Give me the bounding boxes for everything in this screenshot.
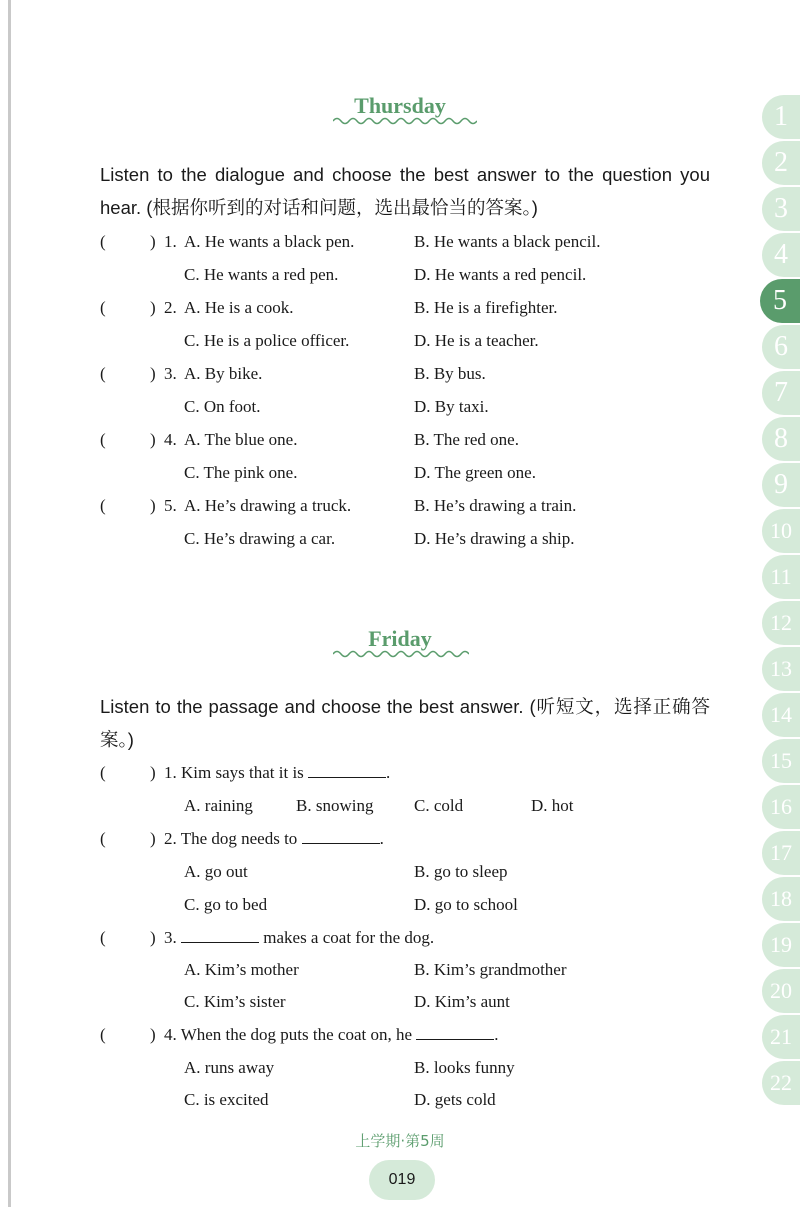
answer-paren-left[interactable]: ( xyxy=(100,1025,106,1044)
option-b[interactable]: B. Kim’s grandmother xyxy=(414,960,567,979)
answer-paren-left[interactable]: ( xyxy=(100,928,106,947)
option-a[interactable]: A. He wants a black pen. xyxy=(184,232,355,251)
option-b[interactable]: B. He is a firefighter. xyxy=(414,298,558,317)
week-tab-19[interactable]: 19 xyxy=(762,923,800,967)
thursday-question-3 xyxy=(0,360,700,388)
option-d[interactable]: D. Kim’s aunt xyxy=(414,992,510,1011)
friday-question-3 xyxy=(0,924,700,952)
option-d[interactable]: D. He wants a red pencil. xyxy=(414,265,587,284)
week-tab-9[interactable]: 9 xyxy=(762,463,800,507)
answer-paren-right: ) xyxy=(150,829,156,848)
answer-paren-right: ) xyxy=(150,364,156,383)
question-number: 4. xyxy=(164,430,177,449)
question-number: 5. xyxy=(164,496,177,515)
option-b[interactable]: B. The red one. xyxy=(414,430,519,449)
footer-term-week: 上学期·第5周 xyxy=(355,1132,445,1150)
friday-q2-options-ab xyxy=(0,858,700,886)
thursday-question-5-options-cd xyxy=(0,525,700,553)
week-tab-16[interactable]: 16 xyxy=(762,785,800,829)
option-b[interactable]: B. By bus. xyxy=(414,364,486,383)
week-tab-14[interactable]: 14 xyxy=(762,693,800,737)
thursday-question-2 xyxy=(0,294,700,322)
thursday-question-4-options-cd xyxy=(0,459,700,487)
question-stem: 3. makes a coat for the dog. xyxy=(164,928,435,947)
question-number: 3. xyxy=(164,364,177,383)
week-tab-8[interactable]: 8 xyxy=(762,417,800,461)
option-a[interactable]: A. By bike. xyxy=(184,364,263,383)
option-c[interactable]: C. cold xyxy=(414,796,464,815)
week-tab-17[interactable]: 17 xyxy=(762,831,800,875)
friday-q1-options xyxy=(0,792,700,820)
week-tab-1[interactable]: 1 xyxy=(762,95,800,139)
fill-blank[interactable] xyxy=(302,827,380,844)
answer-paren-right: ) xyxy=(150,763,156,782)
question-number: 1. xyxy=(164,232,177,251)
question-stem: 1. Kim says that it is . xyxy=(164,763,391,782)
option-d[interactable]: D. gets cold xyxy=(414,1090,496,1109)
fill-blank[interactable] xyxy=(416,1023,494,1040)
week-tab-12[interactable]: 12 xyxy=(762,601,800,645)
option-b[interactable]: B. He wants a black pencil. xyxy=(414,232,601,251)
answer-paren-left[interactable]: ( xyxy=(100,763,106,782)
answer-paren-left[interactable]: ( xyxy=(100,496,106,515)
friday-q3-options-cd xyxy=(0,988,700,1016)
option-a[interactable]: A. raining xyxy=(184,796,253,815)
option-d[interactable]: D. go to school xyxy=(414,895,518,914)
option-c[interactable]: C. He’s drawing a car. xyxy=(184,529,336,548)
option-d[interactable]: D. He is a teacher. xyxy=(414,331,539,350)
week-tab-7[interactable]: 7 xyxy=(762,371,800,415)
option-d[interactable]: D. The green one. xyxy=(414,463,536,482)
option-b[interactable]: B. go to sleep xyxy=(414,862,508,881)
option-b[interactable]: B. He’s drawing a train. xyxy=(414,496,577,515)
option-c[interactable]: C. go to bed xyxy=(184,895,268,914)
answer-paren-right: ) xyxy=(150,298,156,317)
week-tab-4[interactable]: 4 xyxy=(762,233,800,277)
option-d[interactable]: D. hot xyxy=(531,796,574,815)
page-number: 019 xyxy=(369,1160,435,1200)
friday-wave-underline xyxy=(333,649,469,659)
option-a[interactable]: A. Kim’s mother xyxy=(184,960,299,979)
fill-blank[interactable] xyxy=(181,926,259,943)
option-d[interactable]: D. By taxi. xyxy=(414,397,489,416)
thursday-question-2-options-cd xyxy=(0,327,700,355)
option-c[interactable]: C. Kim’s sister xyxy=(184,992,286,1011)
option-c[interactable]: C. is excited xyxy=(184,1090,269,1109)
option-b[interactable]: B. snowing xyxy=(296,796,374,815)
friday-instruction: Listen to the passage and choose the best answer. (听短文，选择正确答案。) xyxy=(100,696,710,750)
week-tab-15[interactable]: 15 xyxy=(762,739,800,783)
week-tab-2[interactable]: 2 xyxy=(762,141,800,185)
friday-q3-options-ab xyxy=(0,956,700,984)
answer-paren-right: ) xyxy=(150,928,156,947)
thursday-wave-underline xyxy=(333,116,477,126)
thursday-instruction: Listen to the dialogue and choose the best answer to the question you hear. (根据你听到的对话和问题，选出最恰当的答案。) xyxy=(100,164,710,218)
option-a[interactable]: A. He’s drawing a truck. xyxy=(184,496,352,515)
friday-question-2 xyxy=(0,825,700,853)
option-a[interactable]: A. runs away xyxy=(184,1058,275,1077)
question-number: 2. xyxy=(164,298,177,317)
answer-paren-left[interactable]: ( xyxy=(100,298,106,317)
thursday-question-4 xyxy=(0,426,700,454)
thursday-question-1 xyxy=(0,228,700,256)
week-tab-3[interactable]: 3 xyxy=(762,187,800,231)
friday-q4-options-cd xyxy=(0,1086,700,1114)
fill-blank[interactable] xyxy=(308,761,386,778)
thursday-question-1-options-cd xyxy=(0,261,700,289)
friday-question-1 xyxy=(0,759,700,787)
week-tab-10[interactable]: 10 xyxy=(762,509,800,553)
friday-q2-options-cd xyxy=(0,891,700,919)
answer-paren-right: ) xyxy=(150,232,156,251)
answer-paren-left[interactable]: ( xyxy=(100,364,106,383)
option-c[interactable]: C. He is a police officer. xyxy=(184,331,350,350)
answer-paren-left[interactable]: ( xyxy=(100,829,106,848)
week-tab-20[interactable]: 20 xyxy=(762,969,800,1013)
week-tab-11[interactable]: 11 xyxy=(762,555,800,599)
week-tab-22[interactable]: 22 xyxy=(762,1061,800,1105)
question-stem: 4. When the dog puts the coat on, he . xyxy=(164,1025,499,1044)
answer-paren-right: ) xyxy=(150,430,156,449)
week-tab-18[interactable]: 18 xyxy=(762,877,800,921)
option-a[interactable]: A. go out xyxy=(184,862,248,881)
friday-question-4 xyxy=(0,1021,700,1049)
option-a[interactable]: A. The blue one. xyxy=(184,430,298,449)
friday-q4-options-ab xyxy=(0,1054,700,1082)
question-stem: 2. The dog needs to . xyxy=(164,829,384,848)
week-tab-21[interactable]: 21 xyxy=(762,1015,800,1059)
week-tab-5[interactable]: 5 xyxy=(760,279,800,323)
option-a[interactable]: A. He is a cook. xyxy=(184,298,294,317)
option-d[interactable]: D. He’s drawing a ship. xyxy=(414,529,575,548)
option-c[interactable]: C. On foot. xyxy=(184,397,261,416)
option-c[interactable]: C. The pink one. xyxy=(184,463,298,482)
answer-paren-left[interactable]: ( xyxy=(100,232,106,251)
thursday-title: Thursday xyxy=(354,93,446,118)
answer-paren-right: ) xyxy=(150,496,156,515)
thursday-question-3-options-cd xyxy=(0,393,700,421)
friday-title: Friday xyxy=(368,626,432,651)
week-tab-6[interactable]: 6 xyxy=(762,325,800,369)
thursday-question-5 xyxy=(0,492,700,520)
option-b[interactable]: B. looks funny xyxy=(414,1058,515,1077)
answer-paren-right: ) xyxy=(150,1025,156,1044)
option-c[interactable]: C. He wants a red pen. xyxy=(184,265,339,284)
answer-paren-left[interactable]: ( xyxy=(100,430,106,449)
week-tab-13[interactable]: 13 xyxy=(762,647,800,691)
